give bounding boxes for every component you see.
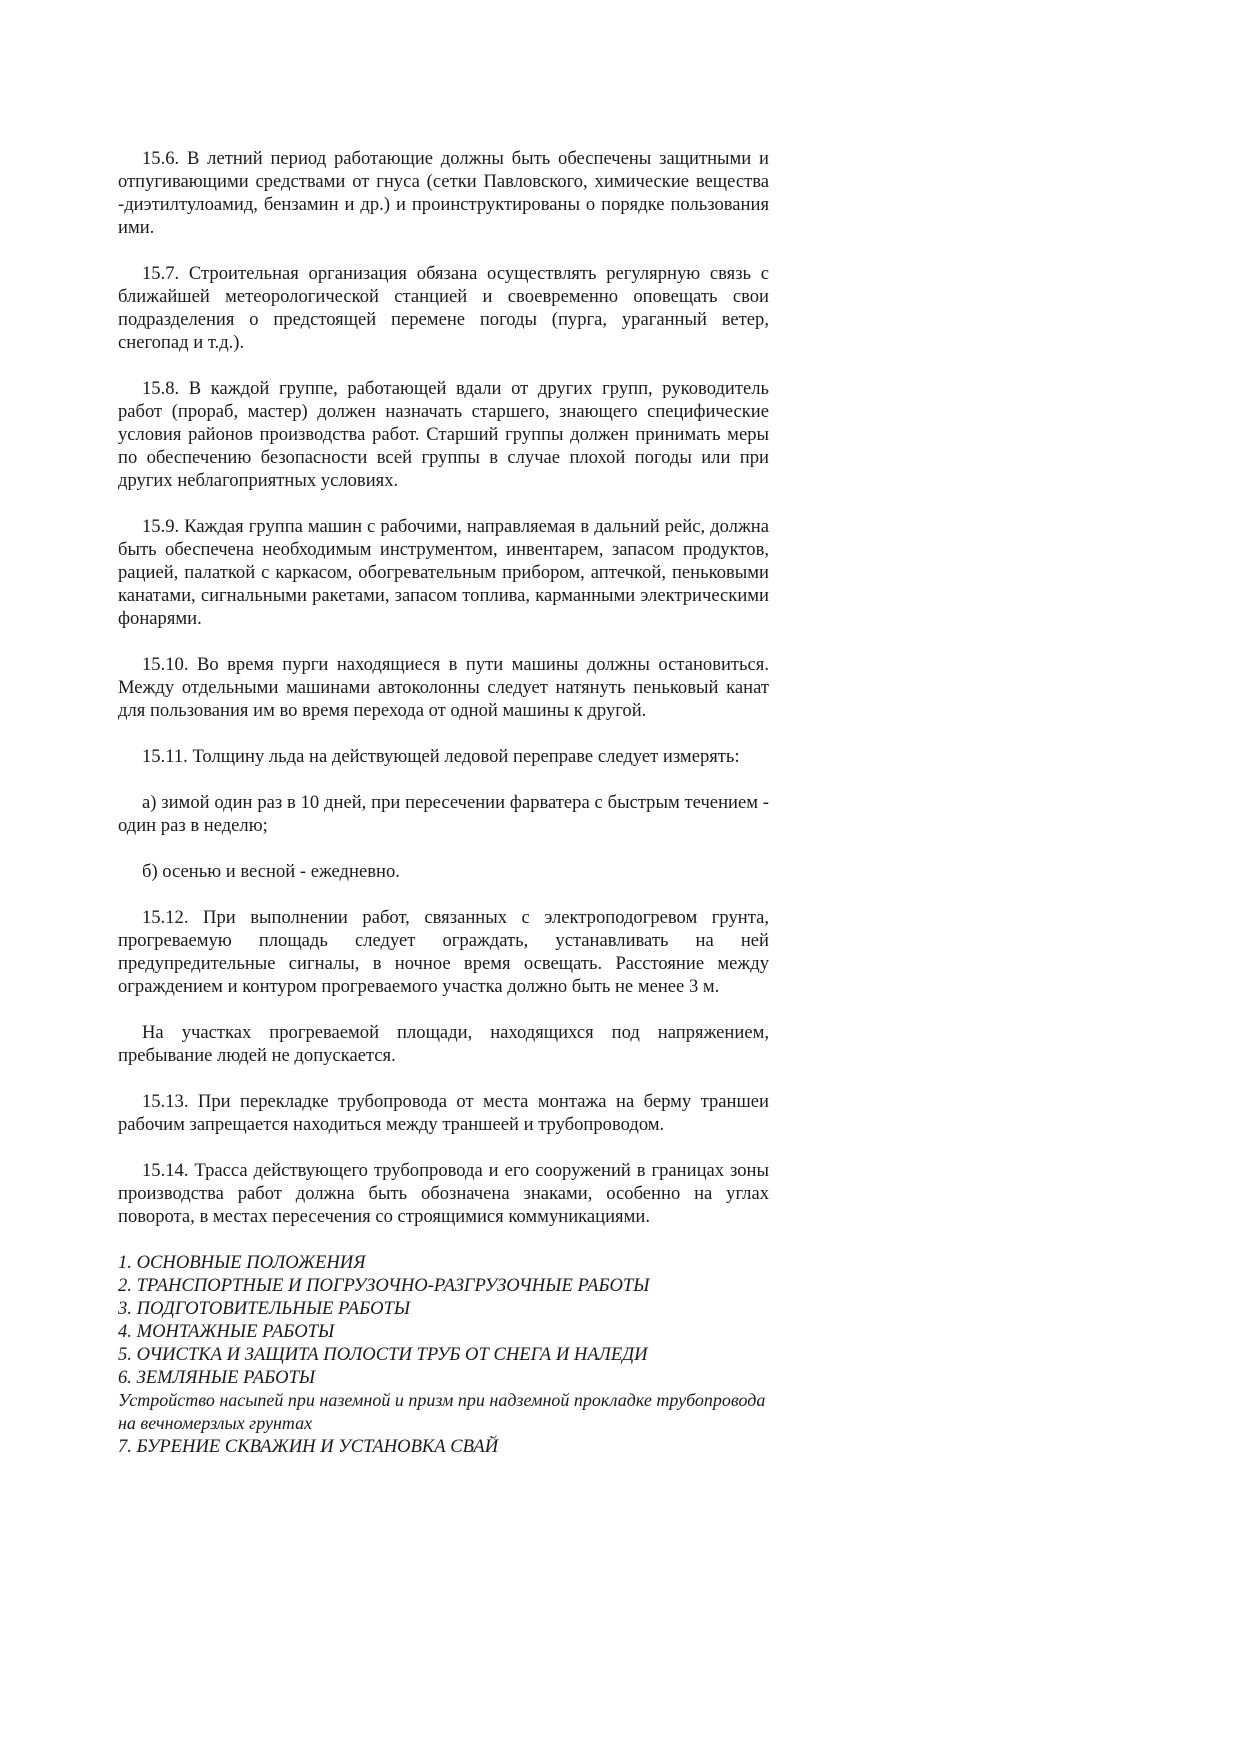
paragraph-15-8: 15.8. В каждой группе, работающей вдали от других групп, руководитель работ (прораб, мастер) должен назначать старшего, знающего специфические условия районов производства работ. Старший группы должен принимать меры по обеспечению безопасности всей группы в случае плохой погоды или при других неблагоприятных условиях. [118, 378, 769, 491]
paragraph-15-7: 15.7. Строительная организация обязана осуществлять регулярную связь с ближайшей метеорологической станцией и своевременно оповещать свои подразделения о предстоящей перемене погоды (пурга, ураганный ветер, снегопад и т.д.). [118, 263, 769, 353]
toc-link-7[interactable]: 7. БУРЕНИЕ СКВАЖИН И УСТАНОВКА СВАЙ [118, 1436, 499, 1457]
toc-link-4[interactable]: 4. МОНТАЖНЫЕ РАБОТЫ [118, 1321, 335, 1342]
toc-link-6-sub[interactable]: Устройство насыпей при наземной и призм при надземной прокладке трубопровода на вечномерзлых грунтах [118, 1390, 766, 1433]
paragraph-15-10: 15.10. Во время пурги находящиеся в пути машины должны остановиться. Между отдельными машинами автоколонны следует натянуть пеньковый канат для пользования им во время перехода от одной машины к другой. [118, 654, 769, 721]
paragraph-15-12-note: На участках прогреваемой площади, находящихся под напряжением, пребывание людей не допускается. [118, 1022, 769, 1066]
paragraph-15-6: 15.6. В летний период работающие должны быть обеспечены защитными и отпугивающими средствами от гнуса (сетки Павловского, химические вещества -диэтилтулоамид, бензамин и др.) и проинструктированы о порядке пользования ими. [118, 148, 769, 238]
paragraph-15-11-b: б) осенью и весной - ежедневно. [142, 861, 400, 882]
table-of-contents [118, 1251, 769, 1458]
toc-link-2[interactable]: 2. ТРАНСПОРТНЫЕ И ПОГРУЗОЧНО-РАЗГРУЗОЧНЫЕ РАБОТЫ [118, 1275, 650, 1296]
paragraph-15-11: 15.11. Толщину льда на действующей ледовой переправе следует измерять: [142, 746, 740, 767]
paragraph-15-9: 15.9. Каждая группа машин с рабочими, направляемая в дальний рейс, должна быть обеспечена необходимым инструментом, инвентарем, запасом продуктов, рацией, палаткой с каркасом, обогревательным прибором, аптечкой, пеньковыми канатами, сигнальными ракетами, запасом топлива, карманными электрическими фонарями. [118, 516, 769, 629]
paragraph-15-11-a: а) зимой один раз в 10 дней, при пересечении фарватера с быстрым течением - один раз в неделю; [118, 792, 769, 836]
document-page [118, 147, 769, 1458]
toc-link-1[interactable]: 1. ОСНОВНЫЕ ПОЛОЖЕНИЯ [118, 1252, 366, 1273]
toc-link-6[interactable]: 6. ЗЕМЛЯНЫЕ РАБОТЫ [118, 1367, 316, 1388]
paragraph-15-14: 15.14. Трасса действующего трубопровода и его сооружений в границах зоны производства работ должна быть обозначена знаками, особенно на углах поворота, в местах пересечения со строящимися коммуникациями. [118, 1160, 769, 1227]
toc-link-5[interactable]: 5. ОЧИСТКА И ЗАЩИТА ПОЛОСТИ ТРУБ ОТ СНЕГА И НАЛЕДИ [118, 1344, 648, 1365]
toc-link-3[interactable]: 3. ПОДГОТОВИТЕЛЬНЫЕ РАБОТЫ [118, 1298, 411, 1319]
paragraph-15-12: 15.12. При выполнении работ, связанных с электроподогревом грунта, прогреваемую площадь следует ограждать, устанавливать на ней предупредительные сигналы, в ночное время освещать. Расстояние между ограждением и контуром прогреваемого участка должно быть не менее 3 м. [118, 907, 769, 997]
paragraph-15-13: 15.13. При перекладке трубопровода от места монтажа на берму траншеи рабочим запрещается находиться между траншеей и трубопроводом. [118, 1091, 769, 1135]
